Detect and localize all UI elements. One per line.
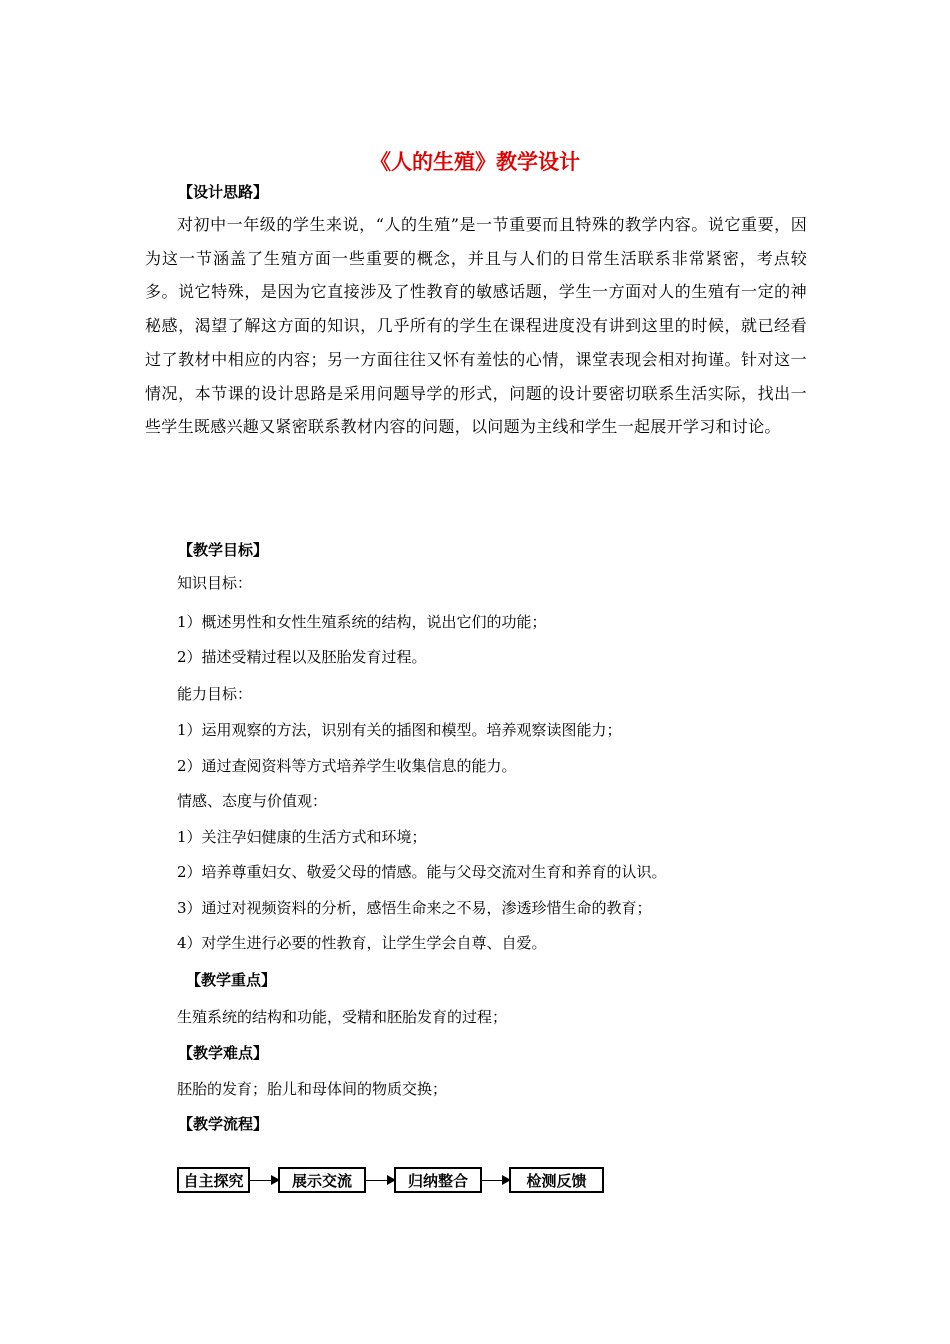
emotion-item: 1）关注孕妇健康的生活方式和环境； [177, 828, 427, 846]
process-heading: 【教学流程】 [178, 1115, 269, 1133]
difficulties-heading: 【教学难点】 [178, 1044, 269, 1062]
emotion-item: 2）培养尊重妇女、敬爱父母的情感。能与父母交流对生育和养育的认识。 [177, 863, 667, 881]
key-points-text: 生殖系统的结构和功能，受精和胚胎发育的过程； [177, 1008, 508, 1026]
difficulties-text: 胚胎的发育；胎儿和母体间的物质交换； [177, 1080, 448, 1098]
key-points-heading: 【教学重点】 [186, 971, 277, 989]
ability-item: 2）通过查阅资料等方式培养学生收集信息的能力。 [177, 757, 517, 775]
flow-step: 展示交流 [278, 1167, 366, 1193]
flow-step: 检测反馈 [509, 1167, 604, 1193]
knowledge-label: 知识目标： [177, 574, 253, 592]
emotion-item: 4）对学生进行必要的性教育，让学生学会自尊、自爱。 [177, 934, 547, 952]
emotion-item: 3）通过对视频资料的分析，感悟生命来之不易，渗透珍惜生命的教育； [177, 899, 652, 917]
arrow-right-icon [366, 1180, 394, 1181]
design-idea-heading: 【设计思路】 [178, 183, 269, 201]
document-title: 《人的生殖》教学设计 [370, 150, 580, 174]
emotion-label: 情感、态度与价值观： [177, 792, 328, 810]
design-idea-paragraph: 对初中一年级的学生来说，“人的生殖”是一节重要而且特殊的教学内容。说它重要，因为这一节涵盖了生殖方面一些重要的概念，并且与人们的日常生活联系非常紧密，考点较多。说它特殊，是因为它直接涉及了性教育的敏感话题，学生一方面对人的生殖有一定的神秘感，渴望了解这方面的知识，几乎所有的学生在课程进度没有讲到这里的时候，就已经看过了教材中相应的内容；另一方面往往又怀有羞怯的心情，课堂表现会相对拘谨。针对这一情况，本节课的设计思路是采用问题导学的形式，问题的设计要密切联系生活实际，找出一些学生既感兴趣又紧密联系教材内容的问题，以问题为主线和学生一起展开学习和讨论。 [145, 215, 807, 437]
flow-step: 自主探究 [177, 1167, 250, 1193]
arrow-right-icon [250, 1180, 278, 1181]
knowledge-item: 2）描述受精过程以及胚胎发育过程。 [177, 648, 427, 666]
objectives-heading: 【教学目标】 [178, 541, 269, 559]
flow-step: 归纳整合 [394, 1167, 482, 1193]
arrow-right-icon [482, 1180, 509, 1181]
ability-label: 能力目标： [177, 685, 253, 703]
ability-item: 1）运用观察的方法，识别有关的插图和模型。培养观察读图能力； [177, 721, 622, 739]
knowledge-item: 1）概述男性和女性生殖系统的结构，说出它们的功能； [177, 613, 547, 631]
